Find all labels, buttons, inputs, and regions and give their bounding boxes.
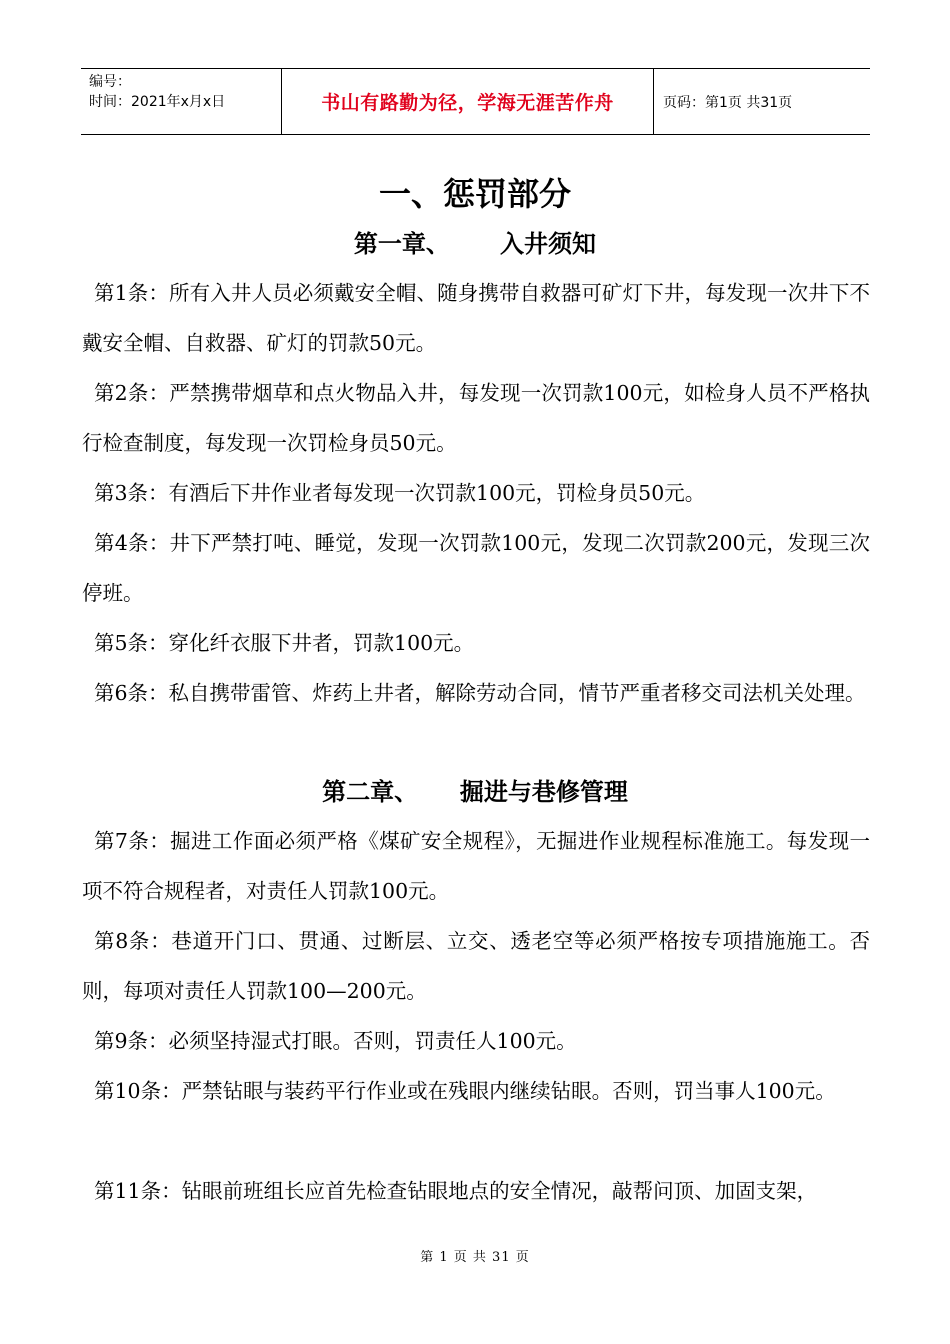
article-7: 第7条：掘进工作面必须严格《煤矿安全规程》，无掘进作业规程标准施工。每发现一项不符合规程者，对责任人罚款100元。 (82, 829, 870, 903)
article-3: 第3条：有酒后下井作业者每发现一次罚款100元，罚检身员50元。 (94, 481, 706, 505)
chapter-heading-1: 第一章、 入井须知 (353, 230, 597, 258)
article-9: 第9条：必须坚持湿式打眼。否则，罚责任人100元。 (94, 1029, 577, 1053)
article-1: 第1条：所有入井人员必须戴安全帽、随身携带自救器可矿灯下井，每发现一次井下不戴安全帽、自救器、矿灯的罚款50元。 (82, 281, 870, 355)
number-label: 编号： (89, 74, 131, 90)
page-header (81, 68, 870, 135)
header-motto: 书山有路勤为径，学海无涯苦作舟 (282, 69, 654, 134)
header-page-info: 页码：第1页 共31页 (663, 94, 793, 111)
document-title: 一、惩罚部分 (378, 175, 571, 213)
article-10: 第10条：严禁钻眼与装药平行作业或在残眼内继续钻眼。否则，罚当事人100元。 (94, 1079, 836, 1103)
article-2: 第2条：严禁携带烟草和点火物品入井，每发现一次罚款100元，如检身人员不严格执行检查制度，每发现一次罚检身员50元。 (82, 381, 870, 455)
article-4: 第4条：井下严禁打吨、睡觉，发现一次罚款100元，发现二次罚款200元，发现三次停班。 (82, 531, 870, 605)
article-8: 第8条：巷道开门口、贯通、过断层、立交、透老空等必须严格按专项措施施工。否则，每项对责任人罚款100—200元。 (82, 929, 870, 1003)
article-11: 第11条：钻眼前班组长应首先检查钻眼地点的安全情况，敲帮问顶、加固支架， (94, 1179, 818, 1203)
article-5: 第5条：穿化纤衣服下井者，罚款100元。 (94, 631, 475, 655)
header-meta (81, 69, 282, 134)
chapter-heading-2: 第二章、 掘进与巷修管理 (322, 778, 628, 806)
page-footer: 第 1 页 共 31 页 (420, 1250, 530, 1265)
article-6: 第6条：私自携带雷管、炸药上井者，解除劳动合同，情节严重者移交司法机关处理。 (94, 681, 866, 705)
time-label: 时间：2021年x月x日 (89, 94, 226, 110)
